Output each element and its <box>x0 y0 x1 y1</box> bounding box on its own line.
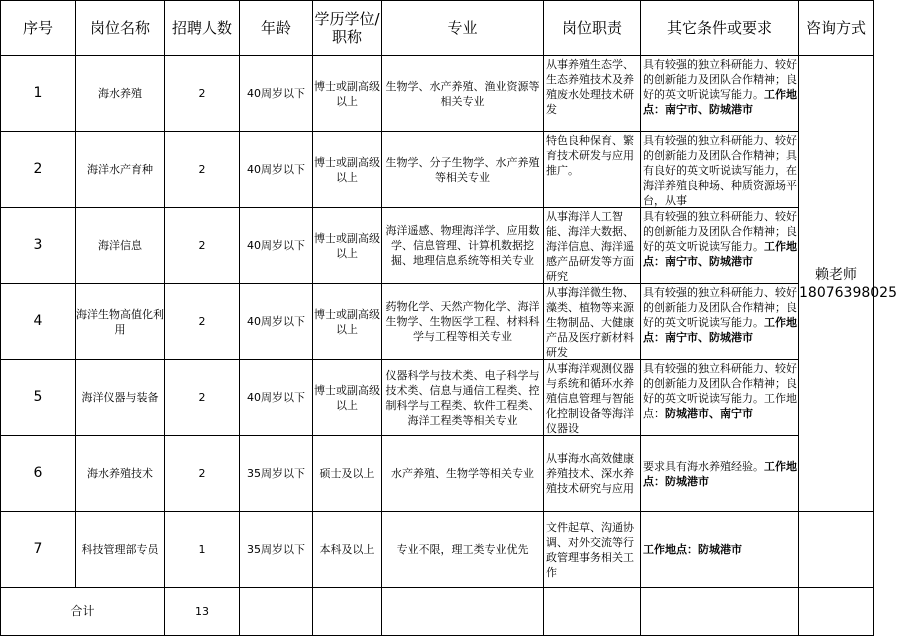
row-duty-text: 从事海洋人工智能、海洋大数据、海洋信息、海洋遥感产品研发等方面研究 <box>546 209 634 283</box>
header-count: 招聘人数 <box>165 1 240 56</box>
row-no: 6 <box>1 436 76 512</box>
row-count: 2 <box>165 56 240 132</box>
row-work-location: 防城港市、南宁市 <box>665 407 753 420</box>
row-position: 海洋生物高值化利用 <box>76 284 165 360</box>
row-duty-text: 从事海洋微生物、藻类、植物等来源生物制品、大健康产品及医疗新材料研发 <box>546 285 634 359</box>
row-count: 2 <box>165 132 240 208</box>
empty-cell <box>544 588 641 636</box>
row-position: 海洋水产育种 <box>76 132 165 208</box>
row-requirements <box>641 512 799 588</box>
row-education: 博士或副高级以上 <box>313 132 382 208</box>
table-row <box>1 56 874 132</box>
header-no: 序号 <box>1 1 76 56</box>
row-education: 博士或副高级以上 <box>313 208 382 284</box>
row-major <box>382 360 544 436</box>
empty-cell <box>240 588 313 636</box>
row-requirements-text: 要求具有海水养殖经验。 <box>643 459 764 473</box>
row-duty-text: 从事养殖生态学、生态养殖技术及养殖废水处理技术研发 <box>546 57 634 116</box>
row-major: 专业不限，理工类专业优先 <box>382 512 544 588</box>
row-duty-text: 从事海洋观测仪器与系统和循环水养殖信息管理与智能化控制设备等海洋仪器设 <box>546 361 634 435</box>
row-requirements-text: 具有较强的独立科研能力、较好的创新能力及团队合作精神；良好的英文听说读写能力。 <box>643 286 797 329</box>
row-no: 7 <box>1 512 76 588</box>
row-position: 海洋仪器与装备 <box>76 360 165 436</box>
row-work-location: 工作地点：南宁市、防城港市 <box>643 316 797 344</box>
row-requirements <box>641 208 799 284</box>
row-major: 生物学、水产养殖、渔业资源等相关专业 <box>382 56 544 132</box>
row-duty <box>544 56 641 132</box>
row-duty <box>544 360 641 436</box>
row-major: 水产养殖、生物学等相关专业 <box>382 436 544 512</box>
row-age: 40周岁以下 <box>240 132 313 208</box>
row-count: 1 <box>165 512 240 588</box>
empty-cell <box>313 588 382 636</box>
row-age: 35周岁以下 <box>240 436 313 512</box>
empty-cell <box>641 588 799 636</box>
total-label: 合计 <box>1 588 165 636</box>
row-age: 40周岁以下 <box>240 56 313 132</box>
row-work-location: 工作地点：南宁市、防城港市 <box>643 240 797 268</box>
row-major: 药物化学、天然产物化学、海洋生物学、生物医学工程、材料科学与工程等相关专业 <box>382 284 544 360</box>
contact-info: 赖老师18076398025 <box>799 266 897 301</box>
row-requirements-text: 具有较强的独立科研能力、较好的创新能力及团队合作精神；良好的英文听说读写能力。 <box>643 210 797 253</box>
row-position: 海水养殖技术 <box>76 436 165 512</box>
row-major-text: 仪器科学与技术类、电子科学与技术类、信息与通信工程类、控制科学与工程类、软件工程类、海洋工程类等相关专业 <box>385 368 540 427</box>
row-education: 本科及以上 <box>313 512 382 588</box>
row-count: 2 <box>165 284 240 360</box>
empty-cell <box>799 588 874 636</box>
row-major: 生物学、分子生物学、水产养殖等相关专业 <box>382 132 544 208</box>
table-row <box>1 436 874 512</box>
row-work-location: 工作地点：防城港市 <box>643 543 742 556</box>
row-duty-text: 从事海水高效健康养殖技术、深水养殖技术研究与应用 <box>546 452 634 495</box>
row-duty <box>544 512 641 588</box>
row-count: 2 <box>165 208 240 284</box>
row-education: 博士或副高级以上 <box>313 56 382 132</box>
row-work-location: 工作地点：防城港市 <box>643 459 797 488</box>
row-major: 海洋遥感、物理海洋学、应用数学、信息管理、计算机数据挖掘、地理信息系统等相关专业 <box>382 208 544 284</box>
table-row <box>1 360 874 436</box>
row-no: 3 <box>1 208 76 284</box>
row-education: 博士或副高级以上 <box>313 284 382 360</box>
row-age: 40周岁以下 <box>240 360 313 436</box>
row-no: 2 <box>1 132 76 208</box>
header-duty: 岗位职责 <box>544 1 641 56</box>
row-work-location: 工作地点：南宁市、防城港市 <box>643 88 797 116</box>
header-education: 学历学位/职称 <box>313 1 382 56</box>
row-position: 海洋信息 <box>76 208 165 284</box>
row-requirements <box>641 360 799 436</box>
row-requirements-text: 具有较强的独立科研能力、较好的创新能力及团队合作精神；良好的英文听说读写能力。 <box>643 58 797 101</box>
header-requirements: 其它条件或要求 <box>641 1 799 56</box>
row-duty <box>544 132 641 208</box>
row-age: 40周岁以下 <box>240 208 313 284</box>
table-row <box>1 132 874 208</box>
row-duty-text: 特色良种保育、繁育技术研发与应用推广。 <box>546 133 634 177</box>
row-requirements <box>641 56 799 132</box>
header-age: 年龄 <box>240 1 313 56</box>
empty-cell <box>382 588 544 636</box>
row-duty-text: 文件起草、沟通协调、对外交流等行政管理事务相关工作 <box>546 520 634 579</box>
total-row <box>1 588 874 636</box>
contact-empty-cell <box>799 512 874 588</box>
row-no: 1 <box>1 56 76 132</box>
row-duty <box>544 208 641 284</box>
total-count: 13 <box>165 588 240 636</box>
table-row <box>1 208 874 284</box>
header-position: 岗位名称 <box>76 1 165 56</box>
table-row <box>1 512 874 588</box>
row-count: 2 <box>165 436 240 512</box>
row-requirements <box>641 436 799 512</box>
header-contact: 咨询方式 <box>799 1 874 56</box>
row-requirements-text: 具有较强的独立科研能力、较好的创新能力及团队合作精神；具有良好的英文听说读写能力，在海洋养殖良种场、种质资源场平台，从事 <box>643 134 797 207</box>
row-position: 科技管理部专员 <box>76 512 165 588</box>
table-row <box>1 284 874 360</box>
row-duty <box>544 436 641 512</box>
row-duty <box>544 284 641 360</box>
row-no: 5 <box>1 360 76 436</box>
contact-cell <box>799 56 897 512</box>
row-education: 硕士及以上 <box>313 436 382 512</box>
row-count: 2 <box>165 360 240 436</box>
row-requirements <box>641 284 799 360</box>
row-requirements-text: 具有较强的独立科研能力、较好的创新能力及团队合作精神；良好的英文听说读写能力。工作地点： <box>643 362 797 420</box>
row-education: 博士或副高级以上 <box>313 360 382 436</box>
row-requirements <box>641 132 799 208</box>
row-no: 4 <box>1 284 76 360</box>
row-position: 海水养殖 <box>76 56 165 132</box>
row-age: 35周岁以下 <box>240 512 313 588</box>
header-major: 专业 <box>382 1 544 56</box>
header-row <box>1 1 874 56</box>
row-age: 40周岁以下 <box>240 284 313 360</box>
